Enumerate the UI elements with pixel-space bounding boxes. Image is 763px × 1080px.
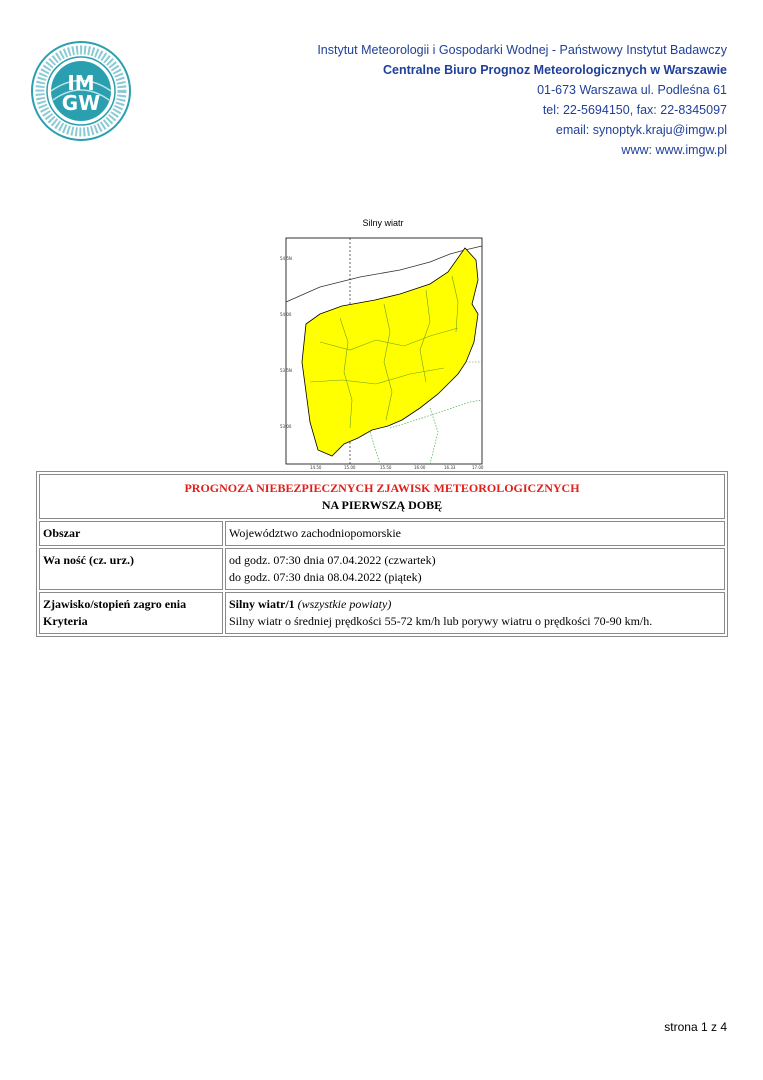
institute-name: Instytut Meteorologii i Gospodarki Wodnej - Państwowy Instytut Badawczy: [317, 43, 727, 57]
y-tick-label: 54.5N: [280, 256, 292, 261]
warning-table: [36, 471, 728, 637]
criteria-label: Kryteria: [43, 614, 88, 628]
warning-title-line2: NA PIERWSZĄ DOBĘ: [321, 498, 443, 512]
x-tick-label: 14.50: [310, 465, 322, 470]
criteria-value: Silny wiatr o średniej prędkości 55-72 km/h lub porywy wiatru o prędkości 70-90 km/h.: [229, 614, 653, 628]
y-tick-label: 54.00: [280, 312, 292, 317]
bureau-name: Centralne Biuro Prognoz Meteorologicznych w Warszawie: [382, 63, 727, 77]
area-value: Województwo zachodniopomorskie: [225, 521, 725, 546]
x-tick-label: 16.00: [414, 465, 426, 470]
phone: tel: 22-5694150, fax: 22-8345097: [542, 103, 727, 117]
phenomenon-scope: (wszystkie powiaty): [297, 597, 392, 611]
logo-text-top: IM: [67, 71, 95, 95]
logo-text-bottom: GW: [61, 91, 101, 115]
phenomenon-label: Zjawisko/stopień zagro enia: [43, 597, 187, 611]
imgw-logo-icon: [30, 40, 132, 142]
website: www: www.imgw.pl: [621, 143, 727, 157]
phenomenon-value-cell: [225, 592, 725, 634]
page-number: strona 1 z 4: [664, 1020, 727, 1034]
validity-label: Wa ność (cz. urz.): [39, 548, 223, 590]
address: 01-673 Warszawa ul. Podleśna 61: [537, 83, 727, 97]
validity-value: [225, 548, 725, 590]
validity-from: od godz. 07:30 dnia 07.04.2022 (czwartek): [229, 553, 436, 567]
area-label: Obszar: [39, 521, 223, 546]
warning-title: [39, 474, 725, 519]
x-tick-label: 16.33: [444, 465, 456, 470]
table-row: [39, 548, 725, 590]
x-tick-label: 15.50: [380, 465, 392, 470]
validity-to: do godz. 07:30 dnia 08.04.2022 (piątek): [229, 570, 422, 584]
warning-title-line1: PROGNOZA NIEBEZPIECZNYCH ZJAWISK METEOROLOGICZNYCH: [184, 481, 580, 495]
phenomenon-label-cell: [39, 592, 223, 634]
map-title: Silny wiatr: [362, 218, 404, 228]
email: email: synoptyk.kraju@imgw.pl: [555, 123, 727, 137]
table-row: [39, 474, 725, 519]
y-tick-label: 53.5N: [280, 368, 292, 373]
header-block: [317, 40, 727, 160]
warning-map: [272, 218, 494, 470]
table-row: [39, 592, 725, 634]
x-tick-label: 17.00: [472, 465, 484, 470]
y-tick-label: 53.00: [280, 424, 292, 429]
phenomenon-value: Silny wiatr/1: [229, 597, 295, 611]
x-tick-label: 15.00: [344, 465, 356, 470]
map-svg: [280, 232, 486, 470]
table-row: [39, 521, 725, 546]
